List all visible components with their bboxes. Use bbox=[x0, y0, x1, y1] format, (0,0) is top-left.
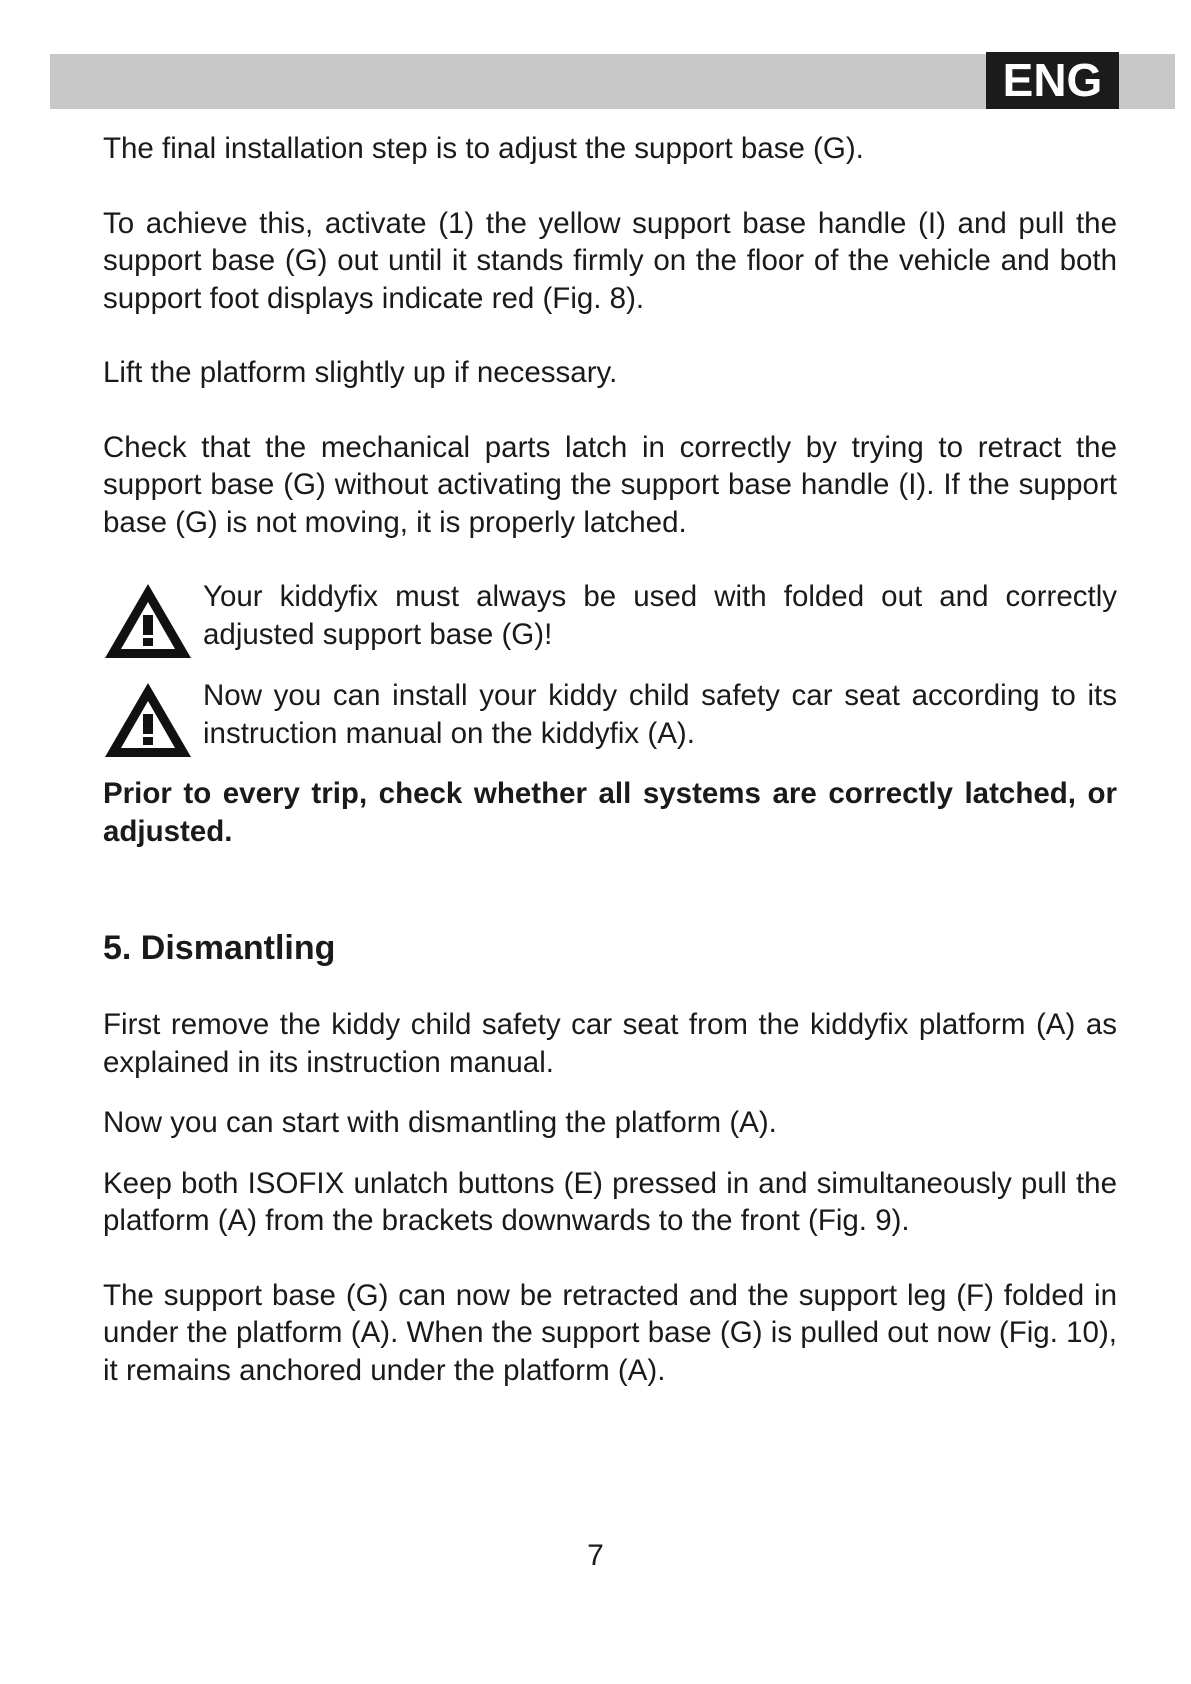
page-number: 7 bbox=[587, 1539, 604, 1572]
paragraph-activate-handle: To achieve this, activate (1) the yellow support base handle (I) and pull the support base (G) out until it stands firmly on the floor of the vehicle and both support foot displays indicate red (Fig. 8). bbox=[103, 206, 1117, 315]
section-title: 5. Dismantling bbox=[103, 929, 336, 967]
paragraph-retract-support: The support base (G) can now be retracted and the support leg (F) folded in under the platform (A). When the support base (G) is pulled out now (Fig. 10), it remains anchored under the platform (A). bbox=[103, 1278, 1117, 1387]
important-note: Prior to every trip, check whether all systems are correctly latched, or adjusted. bbox=[103, 777, 1117, 848]
paragraph-check-latch: Check that the mechanical parts latch in correctly by trying to retract the support base (G) without activating the support base handle (I). If the support base (G) is not moving, it is properly latched. bbox=[103, 430, 1117, 539]
paragraph-isofix-unlatch: Keep both ISOFIX unlatch buttons (E) pressed in and simultaneously pull the platform (A) from the brackets downwards to the front (Fig. 9). bbox=[103, 1166, 1117, 1237]
paragraph-final-step: The final installation step is to adjust the support base (G). bbox=[103, 132, 864, 165]
paragraph-lift-platform: Lift the platform slightly up if necessary. bbox=[103, 356, 618, 389]
warning-text-install-seat: Now you can install your kiddy child safety car seat according to its instruction manual on the kiddyfix (A). bbox=[203, 679, 1117, 750]
warning-triangle-icon bbox=[103, 681, 193, 759]
warning-install-seat bbox=[103, 677, 1117, 752]
paragraph-remove-seat: First remove the kiddy child safety car seat from the kiddyfix platform (A) as explained in its instruction manual. bbox=[103, 1008, 1117, 1079]
warning-text-support-base: Your kiddyfix must always be used with folded out and correctly adjusted support base (G)! bbox=[203, 580, 1117, 651]
language-badge: ENG bbox=[986, 52, 1119, 109]
page-content bbox=[103, 130, 1117, 1389]
warning-support-base bbox=[103, 578, 1117, 653]
paragraph-start-dismantling: Now you can start with dismantling the platform (A). bbox=[103, 1106, 777, 1139]
warning-triangle-icon bbox=[103, 582, 193, 660]
